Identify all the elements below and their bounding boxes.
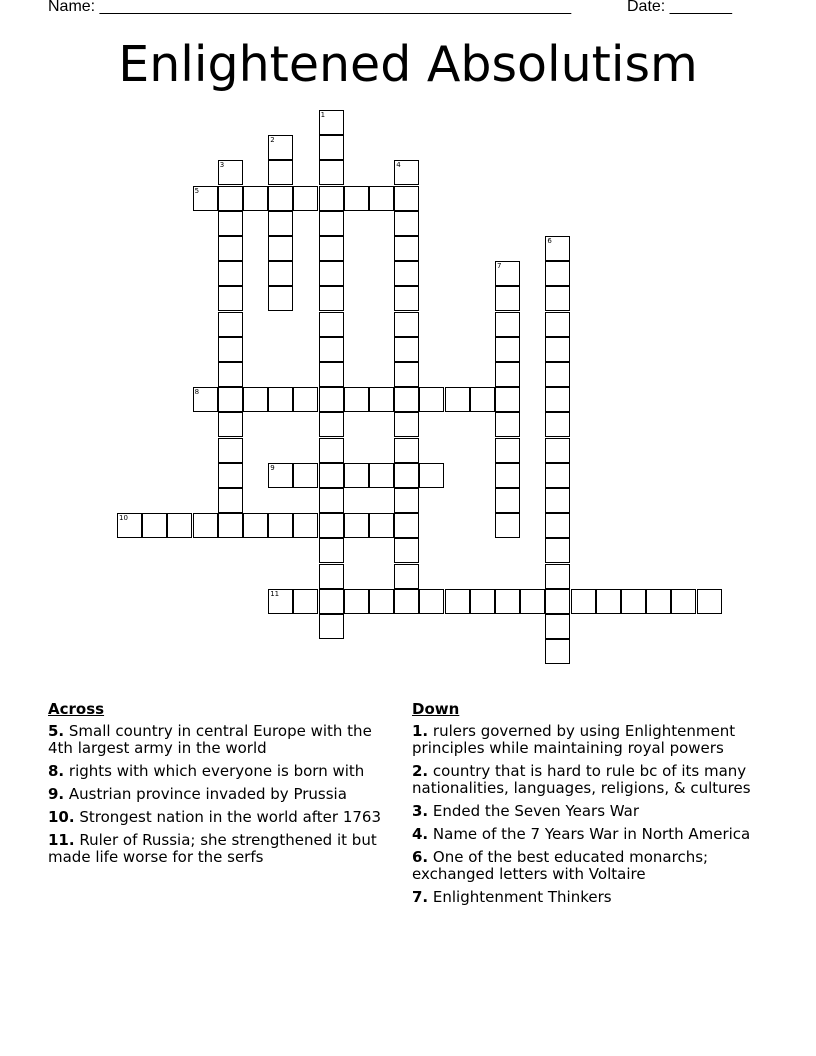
grid-cell[interactable] xyxy=(268,286,293,311)
grid-cell[interactable] xyxy=(394,312,419,337)
grid-cell[interactable] xyxy=(545,639,570,664)
grid-cell[interactable] xyxy=(369,589,394,614)
grid-cell[interactable] xyxy=(495,362,520,387)
grid-cell[interactable] xyxy=(319,488,344,513)
grid-cell[interactable] xyxy=(545,438,570,463)
grid-cell[interactable] xyxy=(319,589,344,614)
grid-cell[interactable] xyxy=(369,513,394,538)
grid-cell[interactable] xyxy=(495,463,520,488)
grid-cell[interactable] xyxy=(319,135,344,160)
grid-cell[interactable] xyxy=(571,589,596,614)
grid-cell[interactable] xyxy=(193,513,218,538)
grid-cell[interactable] xyxy=(268,589,293,614)
grid-cell[interactable] xyxy=(445,387,470,412)
grid-cell[interactable] xyxy=(394,564,419,589)
grid-cell[interactable] xyxy=(319,438,344,463)
grid-cell[interactable] xyxy=(268,463,293,488)
clue-number-label: 1 xyxy=(320,111,326,119)
grid-cell[interactable] xyxy=(394,211,419,236)
clue-text: Name of the 7 Years War in North America xyxy=(428,825,751,843)
clue-down-3 xyxy=(412,803,762,820)
clue-number: 10. xyxy=(48,808,75,826)
grid-cell[interactable] xyxy=(394,589,419,614)
clue-number: 1. xyxy=(412,722,429,740)
grid-cell[interactable] xyxy=(319,286,344,311)
clue-text: country that is hard to rule bc of its many nationalities, languages, religions, & cultures xyxy=(412,762,751,797)
clue-number: 5. xyxy=(48,722,65,740)
clue-number-label: 6 xyxy=(547,237,552,245)
clue-number-label: 9 xyxy=(270,463,275,472)
grid-cell[interactable] xyxy=(394,513,419,538)
grid-cell[interactable] xyxy=(646,589,671,614)
clue-number: 11. xyxy=(48,831,75,849)
grid-cell[interactable] xyxy=(293,387,318,412)
clue-across-10 xyxy=(48,809,400,826)
grid-cell[interactable] xyxy=(319,211,344,236)
grid-cell[interactable] xyxy=(319,362,344,387)
grid-cell[interactable] xyxy=(218,211,243,236)
clue-number: 7. xyxy=(412,888,429,906)
grid-cell[interactable] xyxy=(394,286,419,311)
clue-down-6 xyxy=(412,849,762,883)
grid-cell[interactable] xyxy=(218,261,243,286)
clue-across-5 xyxy=(48,723,400,757)
clue-down-2 xyxy=(412,763,762,797)
grid-cell[interactable] xyxy=(394,438,419,463)
grid-cell[interactable] xyxy=(495,312,520,337)
clue-text: Small country in central Europe with the 4th largest army in the world xyxy=(48,722,372,757)
grid-cell[interactable] xyxy=(495,387,520,412)
grid-cell[interactable] xyxy=(470,387,495,412)
grid-cell[interactable] xyxy=(268,211,293,236)
grid-cell[interactable] xyxy=(319,538,344,563)
clue-number: 6. xyxy=(412,848,429,866)
grid-cell[interactable] xyxy=(218,412,243,437)
grid-cell[interactable] xyxy=(319,160,344,185)
grid-cell[interactable] xyxy=(268,261,293,286)
grid-cell[interactable] xyxy=(218,186,243,211)
grid-cell[interactable] xyxy=(394,463,419,488)
grid-cell[interactable] xyxy=(545,614,570,639)
clue-number-label: 5 xyxy=(194,186,200,195)
grid-cell[interactable] xyxy=(545,337,570,362)
grid-cell[interactable] xyxy=(243,513,268,538)
across-clues xyxy=(48,701,400,872)
clue-across-9 xyxy=(48,786,400,803)
grid-cell[interactable] xyxy=(495,337,520,362)
clue-text: Ended the Seven Years War xyxy=(428,802,640,820)
clue-down-7 xyxy=(412,889,762,906)
grid-cell[interactable] xyxy=(545,362,570,387)
grid-cell[interactable] xyxy=(621,589,646,614)
grid-cell[interactable] xyxy=(394,387,419,412)
grid-cell[interactable] xyxy=(193,387,218,412)
page-title: Enlightened Absolutism xyxy=(118,36,698,93)
grid-cell[interactable] xyxy=(394,236,419,261)
clue-text: One of the best educated monarchs; exchanged letters with Voltaire xyxy=(412,848,709,883)
clue-number-label: 4 xyxy=(396,161,401,170)
grid-cell[interactable] xyxy=(545,589,570,614)
grid-cell[interactable] xyxy=(293,589,318,614)
grid-cell[interactable] xyxy=(545,387,570,412)
grid-cell[interactable] xyxy=(218,362,243,387)
grid-cell[interactable] xyxy=(268,387,293,412)
across-heading: Across xyxy=(48,700,105,718)
grid-cell[interactable] xyxy=(268,135,293,160)
grid-cell[interactable] xyxy=(394,488,419,513)
grid-cell[interactable] xyxy=(319,337,344,362)
grid-cell[interactable] xyxy=(218,286,243,311)
grid-cell[interactable] xyxy=(117,513,142,538)
grid-cell[interactable] xyxy=(319,261,344,286)
clue-number: 2. xyxy=(412,762,429,780)
grid-cell[interactable] xyxy=(344,387,369,412)
grid-cell[interactable] xyxy=(495,488,520,513)
grid-cell[interactable] xyxy=(319,236,344,261)
clue-down-1 xyxy=(412,723,762,757)
name-field[interactable]: Name: _____________________________________________________ xyxy=(48,0,572,15)
grid-cell[interactable] xyxy=(218,488,243,513)
grid-cell[interactable] xyxy=(218,337,243,362)
grid-cell[interactable] xyxy=(671,589,696,614)
down-heading: Down xyxy=(412,700,460,718)
grid-cell[interactable] xyxy=(268,160,293,185)
grid-cell[interactable] xyxy=(268,513,293,538)
clue-text: Strongest nation in the world after 1763 xyxy=(74,808,382,826)
grid-cell[interactable] xyxy=(545,312,570,337)
grid-cell[interactable] xyxy=(419,387,444,412)
grid-cell[interactable] xyxy=(545,564,570,589)
grid-cell[interactable] xyxy=(520,589,545,614)
grid-cell[interactable] xyxy=(243,186,268,211)
date-field[interactable]: Date: _______ xyxy=(627,0,732,15)
grid-cell[interactable] xyxy=(545,463,570,488)
grid-cell[interactable] xyxy=(218,236,243,261)
grid-cell[interactable] xyxy=(470,589,495,614)
grid-cell[interactable] xyxy=(344,589,369,614)
grid-cell[interactable] xyxy=(495,513,520,538)
clue-number-label: 3 xyxy=(219,161,225,170)
grid-cell[interactable] xyxy=(319,312,344,337)
grid-cell[interactable] xyxy=(319,412,344,437)
grid-cell[interactable] xyxy=(545,538,570,563)
grid-cell[interactable] xyxy=(394,412,419,437)
clue-text: Ruler of Russia; she strengthened it but made life worse for the serfs xyxy=(48,831,377,866)
grid-cell[interactable] xyxy=(319,463,344,488)
grid-cell[interactable] xyxy=(545,513,570,538)
grid-cell[interactable] xyxy=(142,513,167,538)
grid-cell[interactable] xyxy=(293,513,318,538)
grid-cell[interactable] xyxy=(495,261,520,286)
grid-cell[interactable] xyxy=(394,337,419,362)
clue-text: rights with which everyone is born with xyxy=(64,762,365,780)
grid-cell[interactable] xyxy=(167,513,192,538)
grid-cell[interactable] xyxy=(545,236,570,261)
grid-cell[interactable] xyxy=(319,186,344,211)
grid-cell[interactable] xyxy=(319,387,344,412)
grid-cell[interactable] xyxy=(344,186,369,211)
grid-cell[interactable] xyxy=(268,186,293,211)
clue-number-label: 11 xyxy=(270,589,280,598)
clue-number: 3. xyxy=(412,802,429,820)
down-clues xyxy=(412,701,762,912)
clue-text: Enlightenment Thinkers xyxy=(428,888,612,906)
grid-cell[interactable] xyxy=(394,186,419,211)
grid-cell[interactable] xyxy=(218,513,243,538)
grid-cell[interactable] xyxy=(495,438,520,463)
clue-number-label: 10 xyxy=(119,514,128,523)
clue-number-label: 7 xyxy=(497,262,502,271)
grid-cell[interactable] xyxy=(344,463,369,488)
grid-cell[interactable] xyxy=(495,589,520,614)
clue-down-4 xyxy=(412,826,762,843)
grid-cell[interactable] xyxy=(697,589,722,614)
grid-cell[interactable] xyxy=(319,513,344,538)
grid-cell[interactable] xyxy=(369,186,394,211)
grid-cell[interactable] xyxy=(218,160,243,185)
grid-cell[interactable] xyxy=(293,463,318,488)
grid-cell[interactable] xyxy=(394,538,419,563)
grid-cell[interactable] xyxy=(293,186,318,211)
grid-cell[interactable] xyxy=(419,463,444,488)
grid-cell[interactable] xyxy=(218,463,243,488)
grid-cell[interactable] xyxy=(394,362,419,387)
grid-cell[interactable] xyxy=(218,438,243,463)
clue-number-label: 2 xyxy=(270,136,275,145)
grid-cell[interactable] xyxy=(394,261,419,286)
grid-cell[interactable] xyxy=(545,412,570,437)
clue-across-11 xyxy=(48,832,400,866)
clue-number-label: 8 xyxy=(194,388,200,397)
grid-cell[interactable] xyxy=(545,488,570,513)
grid-cell[interactable] xyxy=(545,286,570,311)
grid-cell[interactable] xyxy=(344,513,369,538)
grid-cell[interactable] xyxy=(369,463,394,488)
clue-across-8 xyxy=(48,763,400,780)
grid-cell[interactable] xyxy=(419,589,444,614)
grid-cell[interactable] xyxy=(319,564,344,589)
grid-cell[interactable] xyxy=(545,261,570,286)
grid-cell[interactable] xyxy=(218,312,243,337)
clue-number: 8. xyxy=(48,762,65,780)
grid-cell[interactable] xyxy=(218,387,243,412)
grid-cell[interactable] xyxy=(596,589,621,614)
grid-cell[interactable] xyxy=(369,387,394,412)
grid-cell[interactable] xyxy=(193,186,218,211)
grid-cell[interactable] xyxy=(495,286,520,311)
grid-cell[interactable] xyxy=(319,614,344,639)
grid-cell[interactable] xyxy=(268,236,293,261)
clue-number: 9. xyxy=(48,785,65,803)
grid-cell[interactable] xyxy=(394,160,419,185)
grid-cell[interactable] xyxy=(243,387,268,412)
grid-cell[interactable] xyxy=(319,110,344,135)
grid-cell[interactable] xyxy=(495,412,520,437)
clue-number: 4. xyxy=(412,825,429,843)
clue-text: Austrian province invaded by Prussia xyxy=(64,785,347,803)
grid-cell[interactable] xyxy=(445,589,470,614)
clue-text: rulers governed by using Enlightenment principles while maintaining royal powers xyxy=(412,722,736,757)
